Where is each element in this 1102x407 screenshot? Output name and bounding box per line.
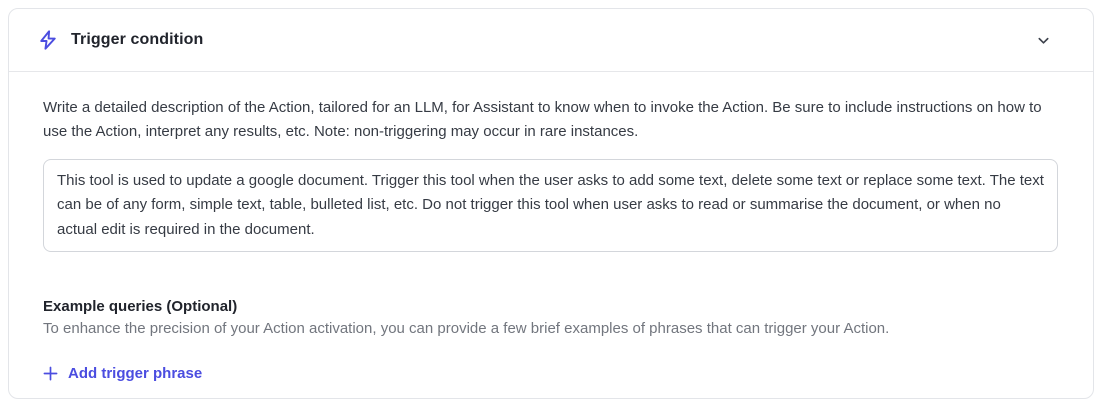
example-queries-section (43, 298, 1057, 337)
chevron-down-icon (1036, 33, 1051, 48)
trigger-condition-card (8, 8, 1094, 399)
example-queries-heading: Example queries (Optional) (43, 298, 238, 315)
trigger-condition-header[interactable] (9, 9, 1093, 72)
example-queries-subtext: To enhance the precision of your Action activation, you can provide a few brief examples of phrases that can trigger your Action. (43, 320, 890, 337)
trigger-description-input[interactable] (43, 159, 1058, 252)
lightning-bolt-icon (37, 29, 59, 51)
plus-icon (43, 366, 58, 381)
add-trigger-phrase-label: Add trigger phrase (68, 365, 203, 382)
trigger-description-helper-text: Write a detailed description of the Action, tailored for an LLM, for Assistant to know when to invoke the Action. Be sure to include instructions on how to use the Action, interpret any results, etc. Note: non-triggering may occur in rare instances. (43, 99, 1042, 140)
add-trigger-phrase-button[interactable] (43, 365, 202, 382)
section-title: Trigger condition (71, 31, 204, 48)
header-title-group (37, 29, 203, 51)
collapse-section-button[interactable] (1032, 29, 1055, 52)
trigger-condition-body (9, 72, 1093, 386)
